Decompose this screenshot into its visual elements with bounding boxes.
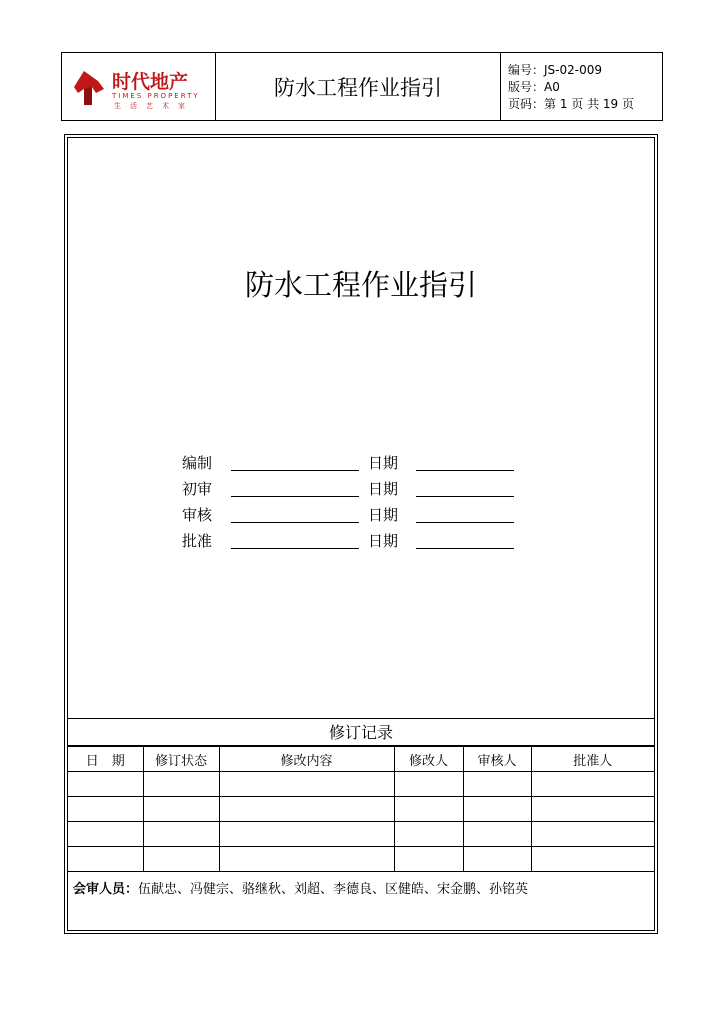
- table-cell: [219, 797, 394, 822]
- cover-title: 防水工程作业指引: [244, 268, 477, 302]
- table-cell: [394, 847, 463, 872]
- table-cell: [68, 847, 143, 872]
- logo-cell: [62, 53, 216, 120]
- sign-row: [182, 450, 522, 476]
- company-logo-icon: [72, 67, 106, 107]
- table-cell: [143, 822, 219, 847]
- column-header: 修订状态: [143, 747, 219, 772]
- table-cell: [68, 797, 143, 822]
- table-cell: [463, 797, 531, 822]
- sign-row: [182, 528, 522, 554]
- table-cell: [394, 822, 463, 847]
- table-cell: [219, 847, 394, 872]
- date-line: [416, 470, 514, 471]
- table-cell: [219, 822, 394, 847]
- table-cell: [143, 847, 219, 872]
- doc-code: 编号：JS-02-009: [508, 63, 603, 77]
- signature-line: [231, 522, 359, 523]
- column-header: 修改人: [394, 747, 463, 772]
- date-label: 日期: [368, 506, 399, 524]
- table-cell: [531, 772, 654, 797]
- logo-name-en: TIMES PROPERTY: [112, 92, 200, 100]
- revision-section: [68, 718, 654, 928]
- signature-line: [231, 470, 359, 471]
- role-label: 审核: [182, 506, 213, 524]
- date-label: 日期: [368, 454, 399, 472]
- table-cell: [531, 797, 654, 822]
- revision-title: 修订记录: [68, 719, 654, 746]
- revision-table: [68, 746, 654, 872]
- table-cell: [143, 772, 219, 797]
- table-row: [68, 797, 654, 822]
- table-cell: [394, 797, 463, 822]
- role-label: 初审: [182, 480, 213, 498]
- table-cell: [463, 847, 531, 872]
- column-header: 审核人: [463, 747, 531, 772]
- date-line: [416, 522, 514, 523]
- column-header: 日 期: [68, 747, 143, 772]
- role-label: 编制: [182, 454, 213, 472]
- signature-block: [182, 450, 522, 554]
- table-row: [68, 847, 654, 872]
- table-cell: [219, 772, 394, 797]
- table-cell: [68, 772, 143, 797]
- header-info: [501, 53, 662, 120]
- table-cell: [531, 847, 654, 872]
- reviewers-line: [68, 872, 654, 928]
- table-cell: [531, 822, 654, 847]
- date-line: [416, 548, 514, 549]
- document-header: [61, 52, 663, 121]
- date-label: 日期: [368, 480, 399, 498]
- doc-page: 页码：第 1 页 共 19 页: [508, 97, 634, 111]
- table-cell: [394, 772, 463, 797]
- column-header: 批准人: [531, 747, 654, 772]
- role-label: 批准: [182, 532, 213, 550]
- column-header: 修改内容: [219, 747, 394, 772]
- date-label: 日期: [368, 532, 399, 550]
- logo-tagline: 生活艺术家: [114, 102, 194, 110]
- logo-name-cn: 时代地产: [112, 71, 189, 93]
- signature-line: [231, 548, 359, 549]
- reviewers-names: 伍献忠、冯健宗、骆继秋、刘超、李德良、区健皓、宋金鹏、孙铭英: [138, 882, 529, 897]
- sign-row: [182, 502, 522, 528]
- table-cell: [68, 822, 143, 847]
- table-cell: [463, 822, 531, 847]
- doc-version: 版号：A0: [508, 80, 560, 94]
- table-cell: [463, 772, 531, 797]
- header-title: 防水工程作业指引: [216, 53, 501, 120]
- table-row: [68, 772, 654, 797]
- date-line: [416, 496, 514, 497]
- reviewers-label: 会审人员：: [73, 882, 139, 897]
- table-cell: [143, 797, 219, 822]
- sign-row: [182, 476, 522, 502]
- table-row: [68, 822, 654, 847]
- cover-frame: [67, 137, 655, 931]
- table-header-row: [68, 747, 654, 772]
- signature-line: [231, 496, 359, 497]
